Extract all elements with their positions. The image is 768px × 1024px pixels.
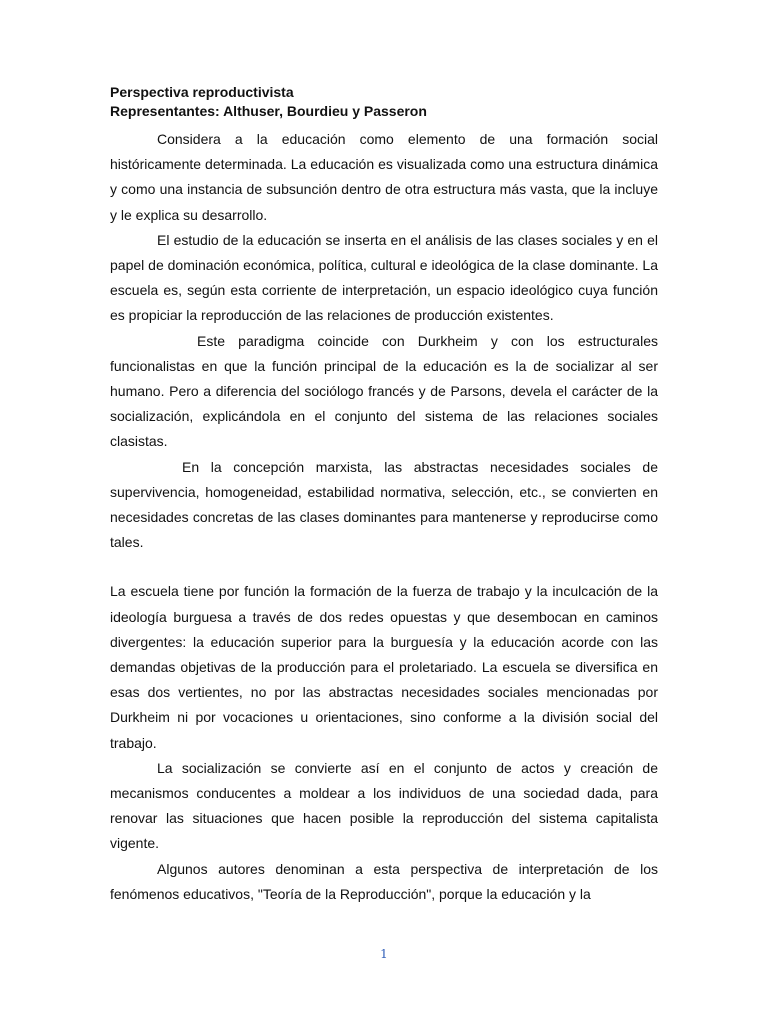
paragraph-7: Algunos autores denominan a esta perspectiva de interpretación de los fenómenos educativos, "Teoría de la Reproducción", porque la educación y la [110,860,658,902]
document-body [110,127,658,907]
paragraph-1: Considera a la educación como elemento de una formación social históricamente determinada. La educación es visualizada como una estructura dinámica y como una instancia de subsunción dentro de otra estructura más vasta, que la incluye y le explica su desarrollo. [110,131,658,223]
document-title: Perspectiva reproductivista [110,84,294,100]
document-page [110,83,658,907]
paragraph-3: Este paradigma coincide con Durkheim y con los estructurales funcionalistas en que la función principal de la educación es la de socializar al ser humano. Pero a diferencia del sociólogo francés y de Parsons, devela el carácter de la socialización, explicándola en el conjunto del sistema de las relaciones sociales clasistas. [110,332,658,450]
paragraph-2: El estudio de la educación se inserta en el análisis de las clases sociales y en el papel de dominación económica, política, cultural e ideológica de la clase dominante. La escuela es, según esta corriente de interpretación, un espacio ideológico cuya función es propiciar la reproducción de las relaciones de producción existentes. [110,231,658,324]
paragraph-5: La escuela tiene por función la formación de la fuerza de trabajo y la inculcación de la ideología burguesa a través de dos redes opuestas y que desembocan en caminos divergentes: la educación superior para la burguesía y la educación acorde con las demandas objetivas de la producción para el proletariado. La escuela se diversifica en esas dos vertientes, no por las abstractas necesidades sociales mencionadas por Durkheim ni por vocaciones u orientaciones, sino conforme a la división social del trabajo. [110,583,658,751]
paragraph-6: La socialización se convierte así en el conjunto de actos y creación de mecanismos conducentes a moldear a los individuos de una sociedad dada, para renovar las situaciones que hacen posible la reproducción del sistema capitalista vigente. [110,759,658,852]
page-number: 1 [380,947,388,961]
paragraph-4: En la concepción marxista, las abstractas necesidades sociales de supervivencia, homogeneidad, estabilidad normativa, selección, etc., se convierten en necesidades concretas de las clases dominantes para mantenerse y reproducirse como tales. [110,458,658,551]
document-subtitle: Representantes: Althuser, Bourdieu y Passeron [110,103,427,119]
